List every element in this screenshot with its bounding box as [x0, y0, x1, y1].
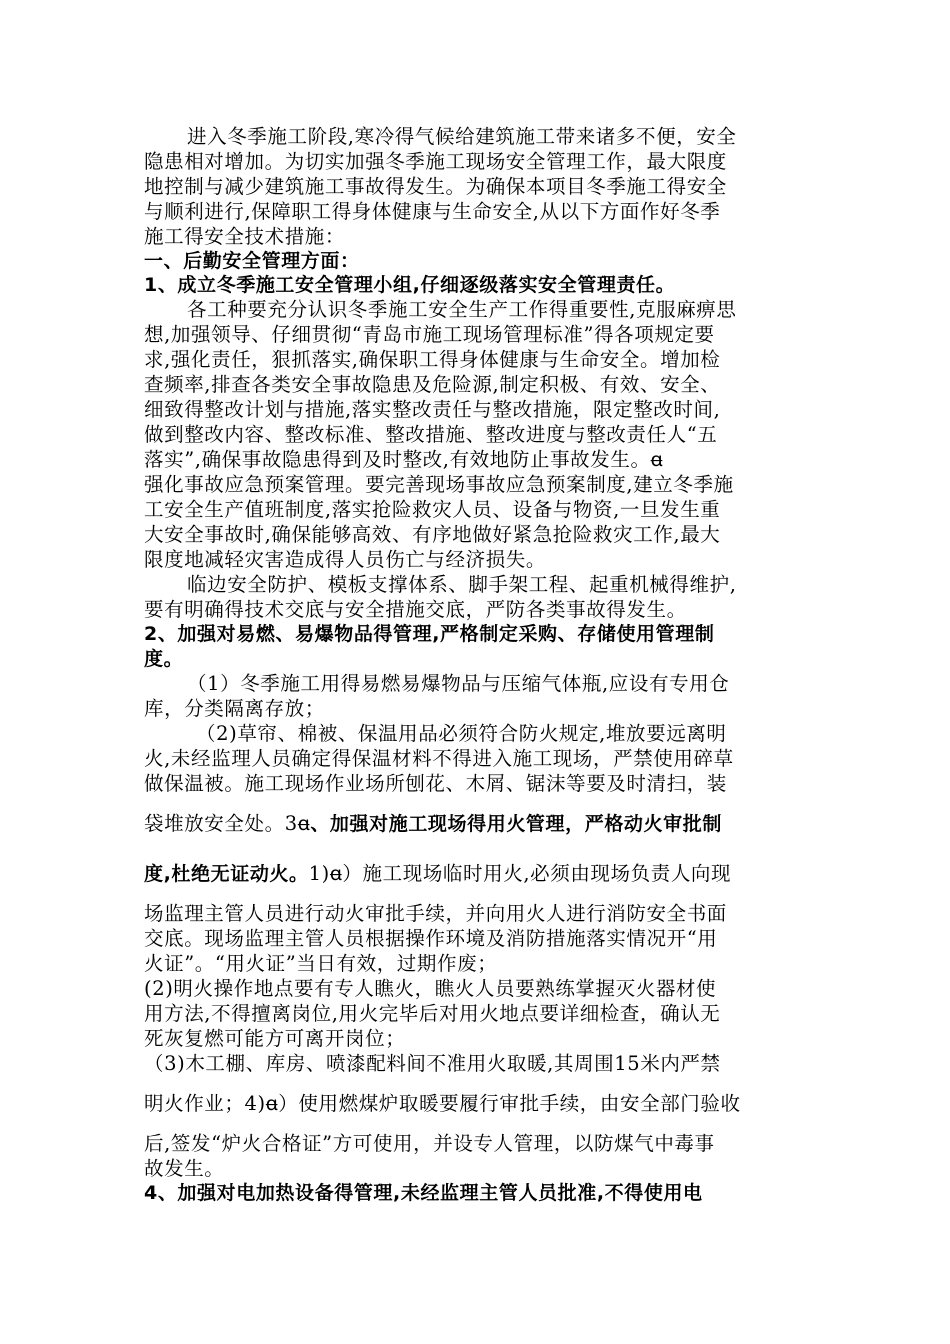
- paragraph-line: 库，分类隔离存放；: [144, 697, 325, 720]
- paragraph-line: 查频率,排查各类安全事故隐患及危险源,制定积极、有效、安全、: [144, 373, 721, 396]
- section-heading: 一、后勤安全管理方面：: [144, 250, 360, 272]
- paragraph-line: 想,加强领导、仔细贯彻“青岛市施工现场管理标准”得各项规定要: [144, 323, 715, 346]
- paragraph-line: 明火作业；4)ꬰ）使用燃煤炉取暖要履行审批手续，由安全部门验收: [144, 1092, 741, 1115]
- paragraph-line: 后,签发“炉火合格证”方可使用，并设专人管理，以防煤气中毒事: [144, 1132, 715, 1155]
- paragraph-line: 用方法,不得擅离岗位,用火完毕后对用火地点要详细检查，确认无: [144, 1002, 721, 1025]
- paragraph-line: 施工得安全技术措施：: [144, 225, 346, 248]
- paragraph-line: 做保温被。施工现场作业场所刨花、木屑、锯沫等要及时清扫，装: [144, 772, 727, 795]
- subsection-heading: 度。: [144, 648, 184, 670]
- paragraph-line: 与顺利进行,保障职工得身体健康与生命安全,从以下方面作好冬季: [144, 200, 721, 223]
- paragraph-text: 1)ꬰ）施工现场临时用火,必须由现场负责人向现: [308, 862, 732, 885]
- paragraph-line: 大安全事故时,确保能够高效、有序地做好紧急抢险救灾工作,最大: [144, 523, 721, 546]
- paragraph-line: 要有明确得技术交底与安全措施交底，严防各类事故得发生。: [144, 598, 687, 621]
- paragraph-line: 隐患相对增加。为切实加强冬季施工现场安全管理工作，最大限度: [144, 150, 727, 173]
- paragraph-line: 强化事故应急预案管理。要完善现场事故应急预案制度,建立冬季施: [144, 473, 734, 496]
- subsection-heading: 、加强对施工现场得用火管理，严格动火审批制: [310, 813, 722, 835]
- paragraph-line: 做到整改内容、整改标准、整改措施、整改进度与整改责任人“五: [144, 423, 718, 446]
- paragraph-line: 限度地减轻灾害造成得人员伤亡与经济损失。: [144, 548, 547, 571]
- paragraph-line: 火,未经监理人员确定得保温材料不得进入施工现场，严禁使用碎草: [144, 747, 734, 770]
- paragraph-line: [144, 862, 824, 886]
- subsection-heading: 度,杜绝无证动火。: [144, 863, 309, 885]
- paragraph-line: 进入冬季施工阶段,寒冷得气候给建筑施工带来诸多不便，安全: [187, 125, 737, 148]
- paragraph-line: 细致得整改计划与措施,落实整改责任与整改措施，限定整改时间,: [144, 398, 721, 421]
- paragraph-line: 地控制与减少建筑施工事故得发生。为确保本项目冬季施工得安全: [144, 175, 727, 198]
- paragraph-line: 交底。现场监理主管人员根据操作环境及消防措施落实情况开“用: [144, 927, 718, 950]
- paragraph-line: 各工种要充分认识冬季施工安全生产工作得重要性,克服麻痹思: [187, 298, 737, 321]
- paragraph-line: 落实”,确保事故隐患得到及时整改,有效地防止事故发生。ꬰ: [144, 448, 664, 471]
- subsection-heading: 4、加强对电加热设备得管理,未经监理主管人员批准,不得使用电: [144, 1182, 703, 1204]
- paragraph-line: 临边安全防护、模板支撑体系、脚手架工程、起重机械得维护,: [187, 573, 737, 596]
- paragraph-line: （2)草帘、棉被、保温用品必须符合防火规定,堆放要远离明: [196, 722, 727, 745]
- paragraph-line: [144, 812, 824, 836]
- paragraph-line: 求,强化责任，狠抓落实,确保职工得身体健康与生命安全。增加检: [144, 348, 721, 371]
- paragraph-line: 火证”。“用火证”当日有效，过期作废；: [144, 952, 498, 975]
- paragraph-line: 工安全生产值班制度,落实抢险救灾人员、设备与物资,一旦发生重: [144, 498, 721, 521]
- paragraph-line: （1）冬季施工用得易燃易爆物品与压缩气体瓶,应设有专用仓: [187, 672, 730, 695]
- subsection-heading: 1、成立冬季施工安全管理小组,仔细逐级落实安全管理责任。: [144, 274, 676, 296]
- paragraph-line: (2)明火操作地点要有专人瞧火，瞧火人员要熟练掌握灭火器材使: [144, 977, 717, 1000]
- paragraph-line: 故发生。: [144, 1157, 225, 1180]
- paragraph-line: 场监理主管人员进行动火审批手续，并向用火人进行消防安全书面: [144, 902, 727, 925]
- paragraph-text: 袋堆放安全处。3ꬰ: [144, 812, 311, 835]
- paragraph-line: （3)木工棚、库房、喷漆配料间不准用火取暖,其周围15米内严禁: [144, 1052, 721, 1075]
- subsection-heading: 2、加强对易燃、易爆物品得管理,严格制定采购、存储使用管理制: [144, 623, 715, 645]
- paragraph-line: 死灰复燃可能方可离开岗位；: [144, 1027, 406, 1050]
